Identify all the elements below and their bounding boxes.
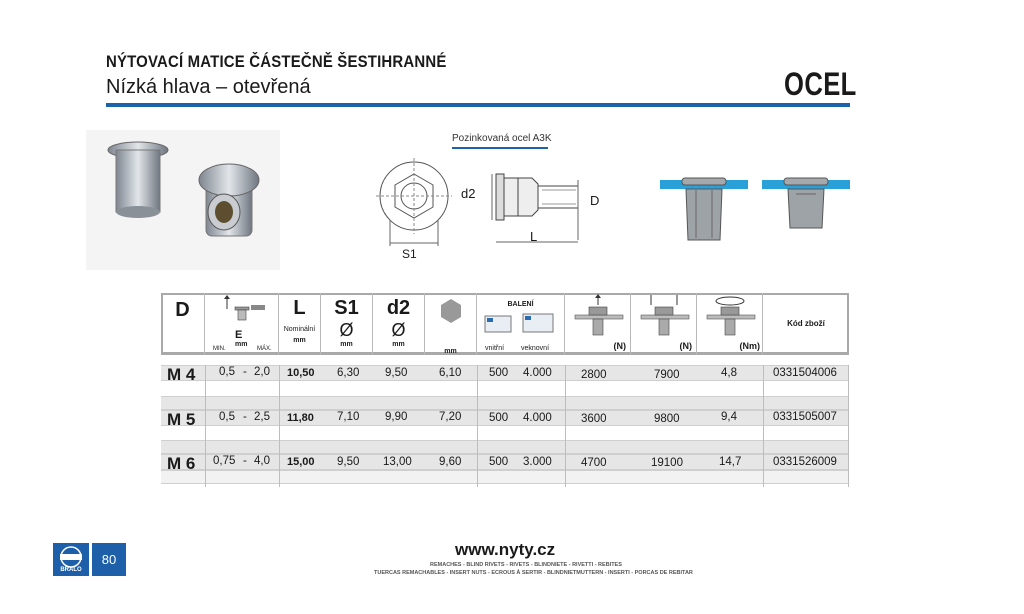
col-l-header	[279, 293, 321, 355]
row-inner: 500	[489, 456, 509, 468]
row-hex: 7,20	[439, 411, 462, 423]
row-e-min: 0,5	[219, 366, 235, 378]
row-inner: 500	[489, 412, 509, 424]
row-force2: 7900	[654, 369, 680, 381]
row-e-max: 2,0	[254, 366, 270, 378]
installed-nut-drawing-1	[660, 170, 760, 250]
row-e-sep: -	[243, 366, 247, 378]
col-code-header	[763, 293, 849, 355]
hexagon-icon	[425, 293, 477, 329]
col-hex-unit: mm	[444, 348, 457, 355]
col-e-title: E	[235, 329, 243, 341]
tensile-force-icon	[565, 293, 631, 341]
row-outer: 4.000	[523, 367, 552, 379]
row-size: M 5	[167, 410, 196, 429]
installed-nut-drawing-2	[762, 170, 852, 240]
torque-icon	[697, 293, 763, 341]
brand-logo	[53, 543, 89, 576]
col-d2-title: d2	[386, 297, 411, 319]
row-e-max: 4,0	[254, 455, 270, 467]
row-l: 15,00	[287, 456, 315, 468]
header-rule	[106, 103, 850, 107]
row-d2: 9,90	[385, 411, 408, 423]
table-row-gap	[161, 470, 849, 484]
row-e-min: 0,75	[213, 455, 236, 467]
row-force2: 19100	[651, 457, 683, 469]
row-l: 10,50	[287, 367, 315, 379]
row-e-max: 2,5	[254, 411, 270, 423]
row-s1: 7,10	[337, 411, 360, 423]
pull-out-force-icon	[631, 293, 697, 341]
caption-rule	[452, 147, 548, 149]
col-d2-symbol: Ø	[391, 320, 406, 340]
page-title: NÝTOVACÍ MATICE ČÁSTEČNĚ ŠESTIHRANNÉ	[106, 52, 447, 71]
row-s1: 6,30	[337, 367, 360, 379]
row-e-min: 0,5	[219, 411, 235, 423]
row-s1: 9,50	[337, 456, 360, 468]
grip-range-icon	[205, 293, 279, 327]
row-e-sep: -	[243, 455, 247, 467]
page-number: 80	[92, 543, 126, 576]
footer-languages-2: TUERCAS REMACHABLES - INSERT NUTS - ECROUS À SERTIR - BLINDNIETMUTTERN - INSERTI - PORCAS DE REBITAR	[374, 570, 693, 576]
spec-table	[161, 293, 849, 487]
col-e-unit: mm	[235, 341, 248, 348]
col-code-title: Kód zboží	[787, 319, 825, 328]
column-divider	[565, 365, 566, 487]
col-s1-header	[321, 293, 373, 355]
brand-name: BRALO	[60, 567, 82, 573]
column-divider	[763, 365, 764, 487]
col-e-max: MÁX.	[257, 346, 272, 352]
row-code: 0331504006	[773, 367, 837, 379]
label-d2: d2	[461, 186, 476, 201]
row-hex: 6,10	[439, 367, 462, 379]
row-outer: 3.000	[523, 456, 552, 468]
row-outer: 4.000	[523, 412, 552, 424]
col-force1-unit: (N)	[613, 341, 626, 351]
col-d2-header	[373, 293, 425, 355]
col-packaging-title: BALENÍ	[507, 301, 534, 308]
col-e-header	[205, 293, 279, 355]
product-photo	[86, 130, 280, 270]
material-caption: Pozinkovaná ocel A3K	[452, 133, 552, 144]
table-row-gap	[161, 440, 849, 454]
footer-languages-1: REMACHES - BLIND RIVETS - RIVETS - BLINDNIETE - RIVETTI - REBITES	[430, 562, 622, 568]
col-torque-header	[697, 293, 763, 355]
material-label: OCEL	[784, 66, 857, 102]
col-e-min: MIN.	[213, 346, 226, 352]
col-d2-unit: mm	[392, 341, 405, 348]
column-divider	[205, 365, 206, 487]
row-code: 0331505007	[773, 411, 837, 423]
row-torque: 9,4	[721, 411, 737, 423]
row-d2: 13,00	[383, 456, 412, 468]
col-l-sub: Nominální	[283, 326, 316, 333]
col-hex-header	[425, 293, 477, 355]
row-torque: 4,8	[721, 367, 737, 379]
row-size: M 4	[167, 365, 196, 384]
col-s1-unit: mm	[340, 341, 353, 348]
dimension-drawing	[372, 150, 612, 262]
row-inner: 500	[489, 367, 509, 379]
box-icon	[477, 308, 565, 336]
col-packaging-outer: veknovní	[521, 345, 550, 352]
column-divider	[477, 365, 478, 487]
row-d2: 9,50	[385, 367, 408, 379]
col-force2-header	[631, 293, 697, 355]
col-l-title: L	[293, 297, 306, 319]
col-d-title: D	[175, 299, 190, 321]
website-link[interactable]: www.nyty.cz	[455, 540, 556, 559]
col-s1-title: S1	[334, 297, 359, 319]
column-divider	[279, 365, 280, 487]
label-S1: S1	[402, 247, 417, 261]
row-force2: 9800	[654, 413, 680, 425]
row-hex: 9,60	[439, 456, 462, 468]
col-force1-header	[565, 293, 631, 355]
col-force2-unit: (N)	[679, 341, 692, 351]
table-row-gap	[161, 396, 849, 410]
page-subtitle: Nízká hlava – otevřená	[106, 76, 311, 98]
label-L: L	[530, 229, 538, 244]
row-size: M 6	[167, 454, 196, 473]
label-D: D	[590, 193, 600, 208]
col-s1-symbol: Ø	[339, 320, 354, 340]
col-torque-unit: (Nm)	[739, 341, 760, 351]
col-l-unit: mm	[293, 337, 306, 344]
row-torque: 14,7	[719, 456, 742, 468]
row-force1: 3600	[581, 413, 607, 425]
column-divider	[848, 365, 849, 487]
row-e-sep: -	[243, 411, 247, 423]
col-packaging-inner: vnitřní	[485, 345, 505, 352]
row-force1: 2800	[581, 369, 607, 381]
row-code: 0331526009	[773, 456, 837, 468]
col-d-header	[161, 293, 205, 355]
row-l: 11,80	[287, 412, 314, 424]
row-force1: 4700	[581, 457, 607, 469]
col-packaging-header	[477, 293, 565, 355]
